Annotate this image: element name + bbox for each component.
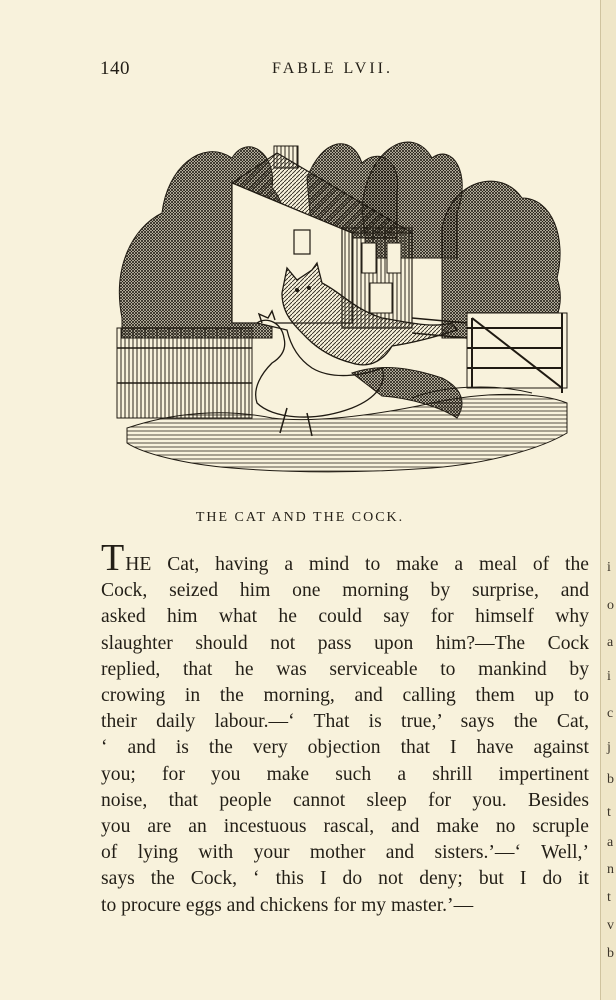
fable-text	[101, 537, 589, 919]
text-line: replied, that he was serviceable to mankind by	[101, 658, 589, 680]
text-line: you are an incestuous rascal, and make no scruple	[101, 816, 589, 838]
text-line: crowing in the morning, and calling them up to	[101, 685, 589, 707]
edge-char: c	[607, 706, 614, 721]
text-line: ‘ and is the very objection that I have against	[101, 737, 589, 759]
text-line: you; for you make such a shrill impertinent	[101, 763, 589, 785]
text-line-first	[101, 537, 589, 579]
edge-char: i	[607, 669, 611, 684]
text-line-last: to procure eggs and chickens for my master.’—	[101, 894, 474, 916]
drop-cap: T	[101, 537, 126, 579]
page-header	[100, 58, 590, 82]
edge-char: a	[607, 635, 614, 650]
text-line: slaughter should not pass upon him?—The Cock	[101, 632, 589, 654]
text-line: Cock, seized him one morning by surprise, and	[101, 580, 589, 602]
text-line: asked him what he could say for himself why	[101, 606, 589, 628]
edge-char: t	[607, 805, 611, 820]
edge-char: b	[607, 946, 614, 961]
edge-char: n	[607, 862, 614, 877]
text-line: of lying with your mother and sisters.’—‘ Well,’	[101, 842, 589, 864]
edge-char: o	[607, 598, 614, 613]
edge-char: a	[607, 835, 614, 850]
adjacent-page-edge	[600, 0, 616, 1000]
running-head: FABLE LVII.	[272, 60, 393, 77]
first-line-text: HE Cat, having a mind to make a meal of the	[125, 554, 589, 575]
text-line: noise, that people cannot sleep for you. Besides	[101, 789, 589, 811]
page-number: 140	[100, 58, 130, 79]
text-line: their daily labour.—‘ That is true,’ says the Cat,	[101, 711, 589, 733]
illustration-caption: THE CAT AND THE COCK.	[195, 510, 405, 525]
text-line: says the Cock, ‘ this I do not deny; but I do it	[101, 868, 589, 890]
edge-char: j	[607, 740, 611, 755]
edge-char: t	[607, 890, 611, 905]
edge-char: v	[607, 918, 614, 933]
woodcut-illustration	[112, 118, 572, 480]
edge-char: i	[607, 560, 611, 575]
edge-char: b	[607, 772, 614, 787]
